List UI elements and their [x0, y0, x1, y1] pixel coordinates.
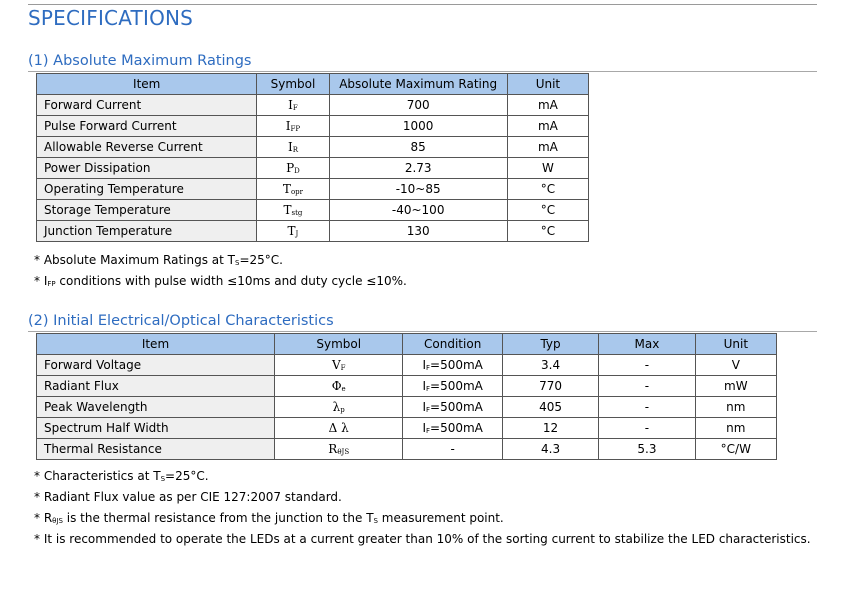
condition-value: =500mA [430, 400, 483, 414]
symbol-text: I [288, 98, 293, 112]
absolute-max-ratings-table [36, 73, 589, 242]
symbol-text: T [282, 182, 291, 196]
section-2-rule [28, 331, 817, 332]
note-2-1: * Characteristics at $T_S=25^\circ C$. [34, 469, 209, 483]
symbol-cell [274, 418, 403, 439]
table-row [37, 158, 589, 179]
header-condition: Condition [403, 334, 502, 355]
symbol-cell [257, 137, 329, 158]
symbol-text: T [283, 203, 292, 217]
symbol-subscript: opr [290, 188, 303, 196]
symbol-text: λ [332, 400, 341, 414]
header-symbol: Symbol [257, 74, 329, 95]
symbol-subscript: R [292, 146, 298, 154]
symbol-subscript: J [295, 230, 299, 238]
note-2-4: * It is recommended to operate the LEDs at a current greater than 10% of the sorting current to stabilize the LED characteristics. [34, 532, 811, 546]
unit-cell: mA [507, 137, 588, 158]
header-symbol: Symbol [274, 334, 403, 355]
table-row [37, 116, 589, 137]
symbol-cell [274, 397, 403, 418]
table-row [37, 439, 777, 460]
condition-text: I [422, 400, 426, 414]
rating-cell: 85 [329, 137, 507, 158]
electrical-optical-table [36, 333, 777, 460]
rating-cell: 700 [329, 95, 507, 116]
table-row [37, 355, 777, 376]
condition-cell [403, 376, 502, 397]
symbol-text: T [287, 224, 296, 238]
symbol-cell [257, 158, 329, 179]
section-2-title: (2) Initial Electrical/Optical Characteristics [28, 313, 334, 329]
typ-cell: 770 [502, 376, 598, 397]
header-item: Item [37, 74, 257, 95]
item-cell: Allowable Reverse Current [37, 137, 257, 158]
typ-cell: 3.4 [502, 355, 598, 376]
symbol-text: Φ [331, 379, 342, 393]
header-max: Max [599, 334, 695, 355]
item-cell: Forward Current [37, 95, 257, 116]
header-rating: Absolute Maximum Rating [329, 74, 507, 95]
item-cell: Forward Voltage [37, 355, 275, 376]
header-item: Item [37, 334, 275, 355]
unit-cell: nm [695, 418, 776, 439]
symbol-cell [257, 200, 329, 221]
item-cell: Thermal Resistance [37, 439, 275, 460]
item-cell: Peak Wavelength [37, 397, 275, 418]
typ-cell: 405 [502, 397, 598, 418]
symbol-text: P [286, 161, 295, 175]
note-2-2: * Radiant Flux value as per CIE 127:2007 standard. [34, 490, 342, 504]
symbol-cell [274, 376, 403, 397]
unit-cell: V [695, 355, 776, 376]
max-cell: - [599, 397, 695, 418]
condition-text: I [422, 379, 426, 393]
condition-cell [403, 355, 502, 376]
table-row [37, 397, 777, 418]
condition-value: =500mA [430, 358, 483, 372]
symbol-cell [274, 355, 403, 376]
table-row [37, 200, 589, 221]
unit-cell: mW [695, 376, 776, 397]
symbol-text: R [328, 442, 338, 456]
condition-cell [403, 439, 502, 460]
unit-cell: °C [507, 179, 588, 200]
condition-value: =500mA [430, 379, 483, 393]
section-1-title: (1) Absolute Maximum Ratings [28, 53, 252, 69]
table-row [37, 137, 589, 158]
section-1-rule [28, 71, 817, 72]
symbol-text: I [287, 140, 293, 154]
condition-text: I [422, 421, 426, 435]
condition-subscript: F [425, 427, 431, 435]
symbol-subscript: θJS [337, 448, 350, 456]
unit-cell: nm [695, 397, 776, 418]
table-row [37, 95, 589, 116]
symbol-cell [257, 179, 329, 200]
unit-cell: mA [507, 116, 588, 137]
rating-cell: 2.73 [329, 158, 507, 179]
symbol-subscript: FP [290, 125, 301, 133]
typ-cell: 12 [502, 418, 598, 439]
condition-subscript: F [425, 385, 431, 393]
symbol-cell [274, 439, 403, 460]
symbol-subscript: F [292, 104, 298, 112]
symbol-subscript: e [341, 385, 346, 393]
table-header-row [37, 334, 777, 355]
unit-cell: W [507, 158, 588, 179]
symbol-subscript: D [294, 167, 300, 175]
rating-cell: 1000 [329, 116, 507, 137]
unit-cell: °C/W [695, 439, 776, 460]
condition-cell [403, 397, 502, 418]
symbol-text: Δ λ [328, 421, 349, 435]
unit-cell: mA [507, 95, 588, 116]
table-row [37, 376, 777, 397]
max-cell: - [599, 376, 695, 397]
condition-subscript: F [425, 406, 431, 414]
symbol-text: V [331, 358, 341, 372]
item-cell: Power Dissipation [37, 158, 257, 179]
item-cell: Pulse Forward Current [37, 116, 257, 137]
item-cell: Spectrum Half Width [37, 418, 275, 439]
header-typ: Typ [502, 334, 598, 355]
symbol-subscript: p [340, 406, 345, 414]
max-cell: 5.3 [599, 439, 695, 460]
max-cell: - [599, 355, 695, 376]
table-header-row [37, 74, 589, 95]
condition-cell [403, 418, 502, 439]
rating-cell: -10~85 [329, 179, 507, 200]
item-cell: Junction Temperature [37, 221, 257, 242]
symbol-cell [257, 221, 329, 242]
condition-value: =500mA [430, 421, 483, 435]
header-unit: Unit [507, 74, 588, 95]
item-cell: Operating Temperature [37, 179, 257, 200]
symbol-subscript: F [340, 364, 346, 372]
item-cell: Storage Temperature [37, 200, 257, 221]
rating-cell: -40~100 [329, 200, 507, 221]
rating-cell: 130 [329, 221, 507, 242]
table-row [37, 221, 589, 242]
max-cell: - [599, 418, 695, 439]
typ-cell: 4.3 [502, 439, 598, 460]
unit-cell: °C [507, 200, 588, 221]
symbol-subscript: stg [291, 209, 303, 217]
unit-cell: °C [507, 221, 588, 242]
condition-text: I [422, 358, 426, 372]
condition-subscript: F [425, 364, 431, 372]
symbol-cell [257, 116, 329, 137]
page-title: SPECIFICATIONS [28, 6, 194, 30]
condition-text: - [450, 442, 455, 456]
symbol-text: I [285, 119, 291, 133]
table-row [37, 418, 777, 439]
note-1-2: * $I_{FP}$ conditions with pulse width ≤10ms and duty cycle ≤10%. [34, 274, 407, 288]
top-rule [28, 4, 817, 5]
item-cell: Radiant Flux [37, 376, 275, 397]
symbol-cell [257, 95, 329, 116]
header-unit: Unit [695, 334, 776, 355]
table-row [37, 179, 589, 200]
note-1-1: * Absolute Maximum Ratings at $T_S=25^\circ C$. [34, 253, 283, 267]
note-2-3: * $R_{\theta JS}$ is the thermal resistance from the junction to the $T_S$ measurement point. [34, 511, 504, 525]
